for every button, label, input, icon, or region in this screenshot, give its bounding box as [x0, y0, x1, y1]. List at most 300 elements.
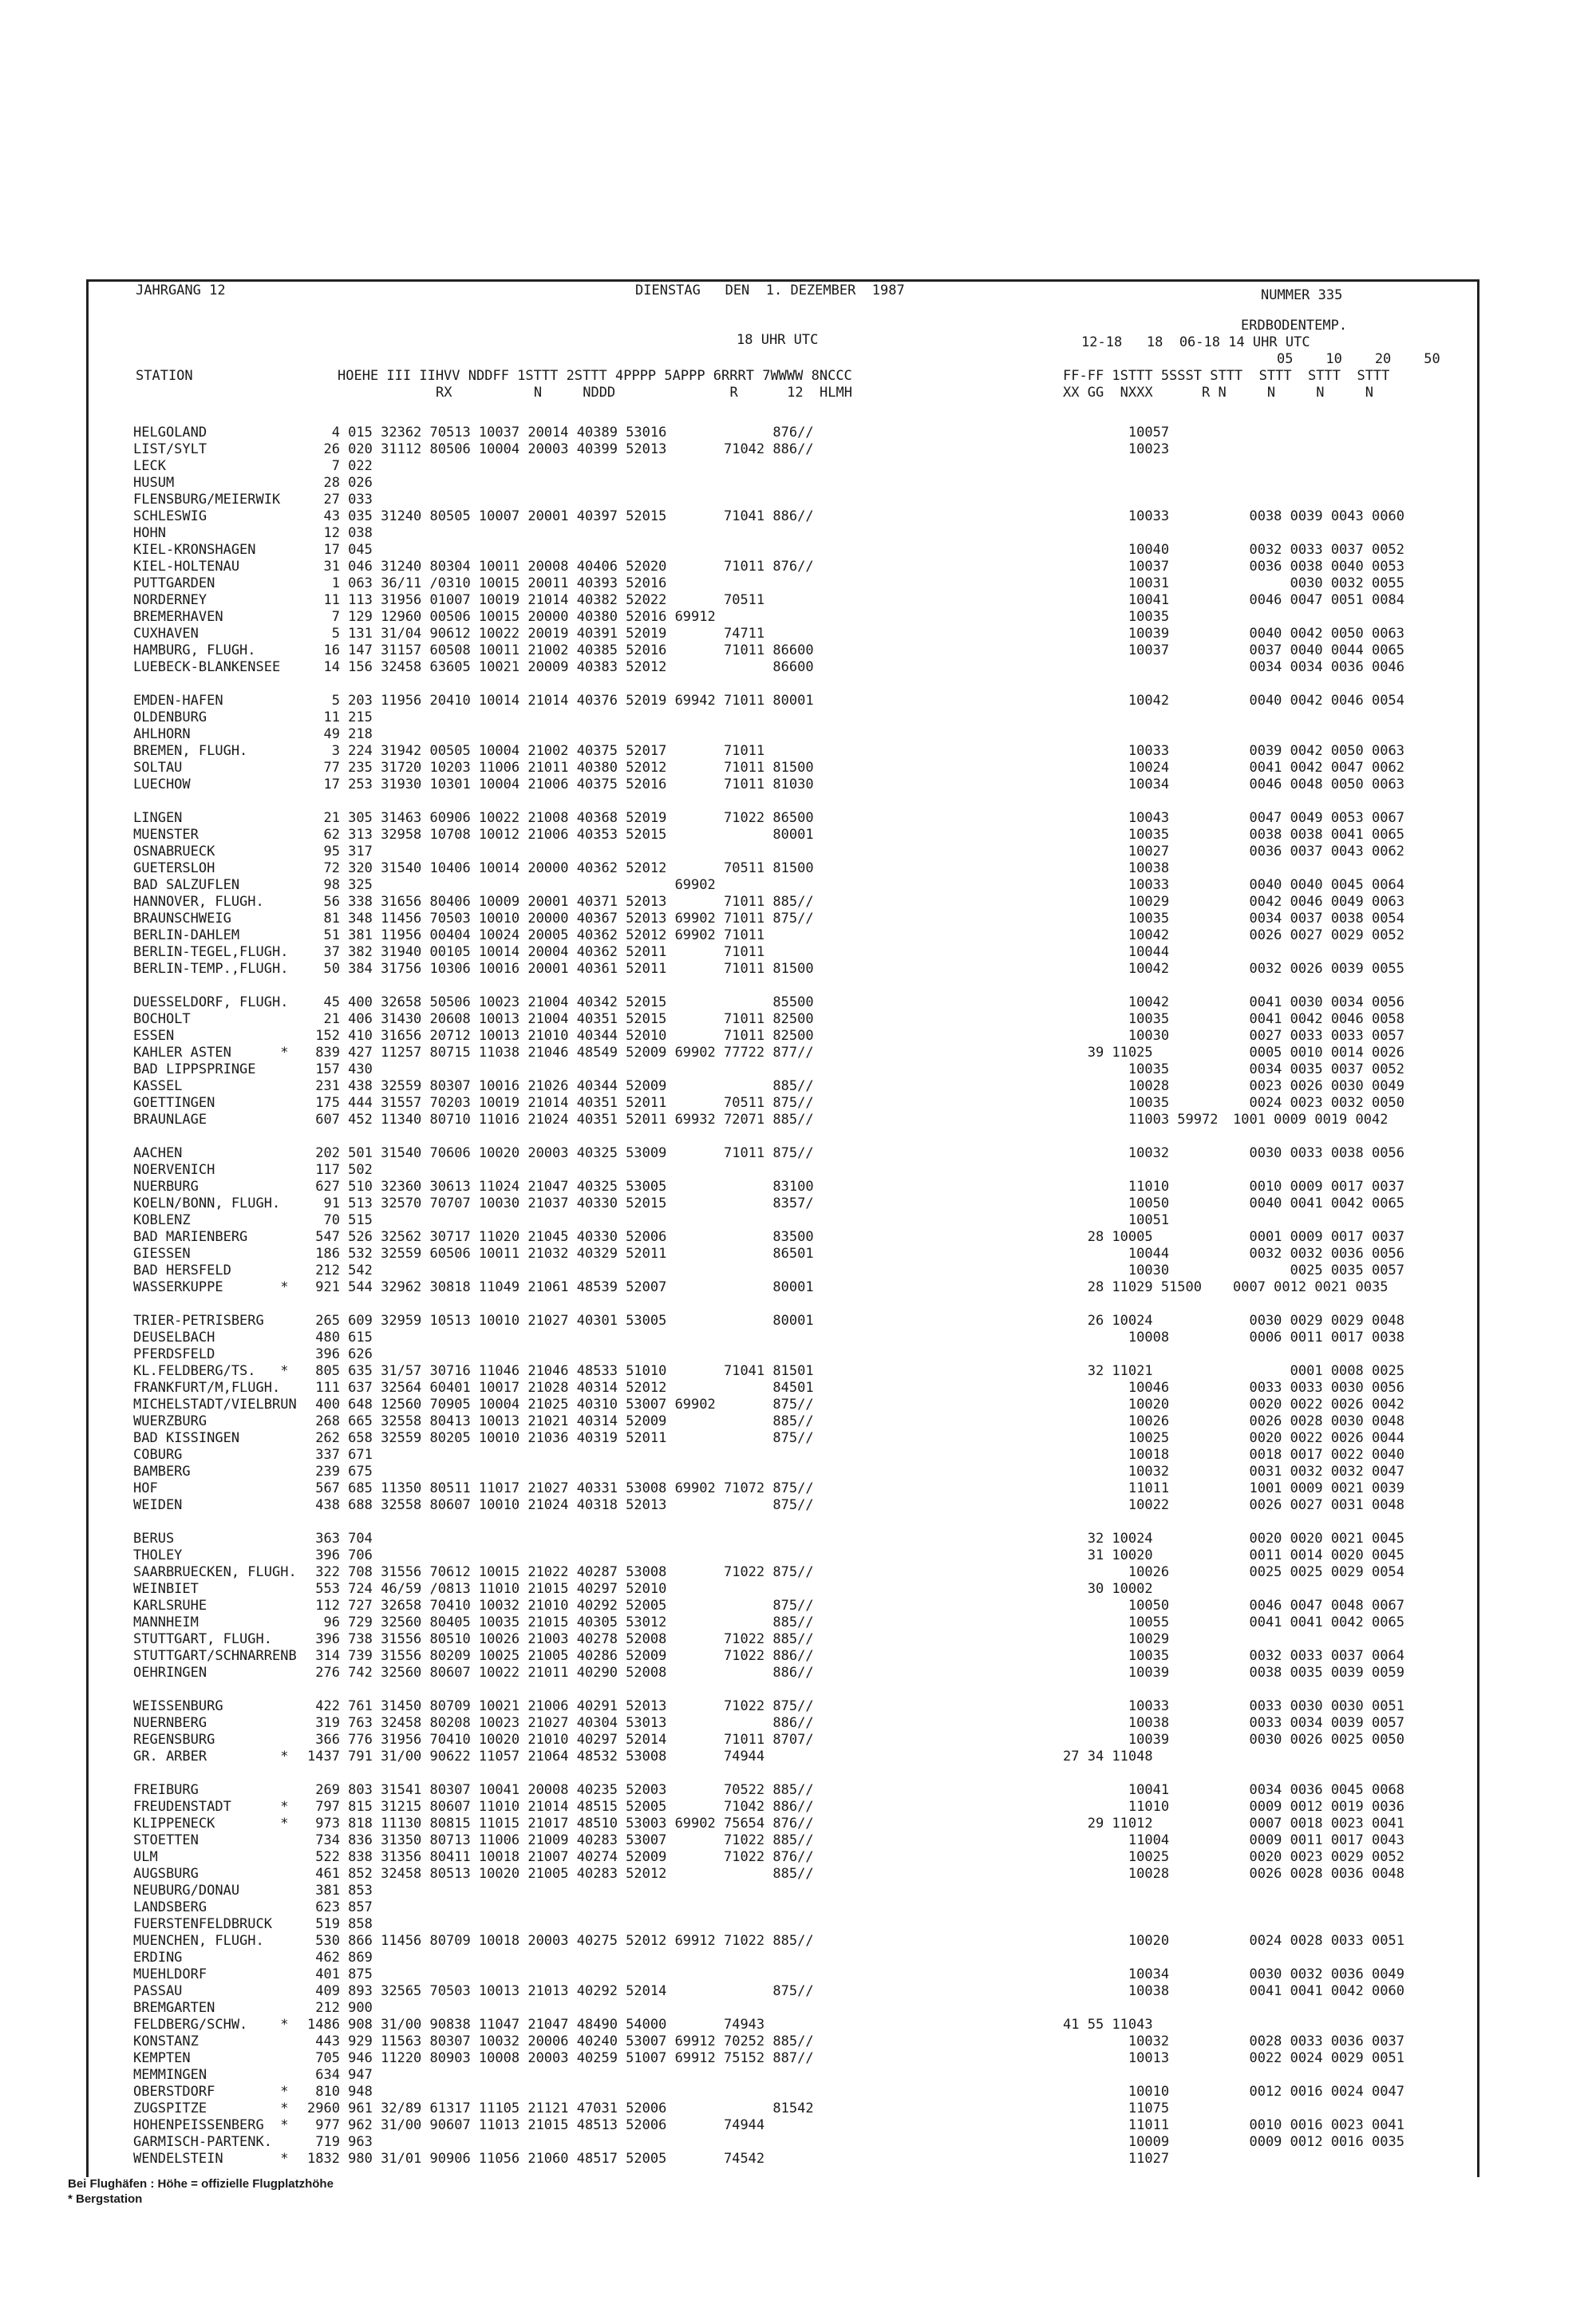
table-row: [0, 626, 1596, 642]
synop-values: 719 963: [307, 2134, 373, 2150]
synop-values: 27 033: [307, 492, 373, 508]
station-name: HOHN: [133, 525, 166, 541]
synop-values: 396 738 31556 80510 10026 21003 40278 52008 71022 885//: [307, 1631, 814, 1647]
extreme-values: 10037: [1063, 642, 1170, 658]
table-row: [0, 1782, 1596, 1799]
station-name: KLIPPENECK *: [133, 1816, 289, 1832]
soil-temperatures: 0030 0032 0055: [1233, 575, 1404, 591]
extreme-values: 10029: [1063, 1631, 1170, 1647]
station-name: BERUS: [133, 1531, 175, 1547]
table-row: [0, 1078, 1596, 1095]
soil-temperatures: 0047 0049 0053 0067: [1233, 810, 1404, 826]
station-name: ZUGSPITZE *: [133, 2101, 289, 2116]
soil-temperatures: 0042 0046 0049 0063: [1233, 894, 1404, 910]
station-name: AUGSBURG: [133, 1866, 199, 1882]
table-row: [0, 1061, 1596, 1078]
station-name: GOETTINGEN: [133, 1095, 215, 1111]
synop-values: 157 430: [307, 1061, 373, 1077]
synop-values: 634 947: [307, 2067, 373, 2083]
station-name: REGENSBURG: [133, 1732, 215, 1748]
table-row: [0, 1179, 1596, 1195]
table-row: [0, 1598, 1596, 1614]
synop-values: 111 637 32564 60401 10017 21028 40314 52012 84501: [307, 1380, 814, 1396]
station-name: DEUSELBACH: [133, 1330, 215, 1346]
table-row: [0, 1195, 1596, 1212]
station-name: FELDBERG/SCHW. *: [133, 2017, 289, 2033]
synop-values: 797 815 31215 80607 11010 21014 48515 52005 71042 886//: [307, 1799, 814, 1815]
synop-values: 91 513 32570 70707 10030 21037 40330 52015 8357/: [307, 1195, 814, 1211]
soil-temperatures: 0036 0037 0043 0062: [1233, 844, 1404, 860]
soil-temperatures: 0034 0035 0037 0052: [1233, 1061, 1404, 1077]
table-row: [0, 2017, 1596, 2033]
synop-values: 268 665 32558 80413 10013 21021 40314 52009 885//: [307, 1413, 814, 1429]
synop-values: 31 046 31240 80304 10011 20008 40406 52020 71011 876//: [307, 559, 814, 575]
table-row: [0, 2033, 1596, 2050]
extreme-values: 10046: [1063, 1380, 1170, 1396]
synop-values: 5 131 31/04 90612 10022 20019 40391 52019 74711: [307, 626, 765, 642]
soil-temperatures: 0037 0040 0044 0065: [1233, 642, 1404, 658]
station-name: GIESSEN: [133, 1246, 191, 1262]
station-name: BAD MARIENBERG: [133, 1229, 248, 1245]
table-row: [0, 1011, 1596, 1028]
soil-temperatures: 0038 0039 0043 0060: [1233, 508, 1404, 524]
table-row: [0, 1480, 1596, 1497]
soil-temperatures: 0001 0009 0017 0037: [1233, 1229, 1404, 1245]
station-name: HOHENPEISSENBERG *: [133, 2117, 289, 2133]
soil-temperatures: 0026 0028 0036 0048: [1233, 1866, 1404, 1882]
synop-values: 112 727 32658 70410 10032 21010 40292 52005 875//: [307, 1598, 814, 1614]
table-row: [0, 1631, 1596, 1648]
table-row: [0, 810, 1596, 827]
table-row: [0, 1212, 1596, 1229]
station-name: WEISSENBURG: [133, 1698, 223, 1714]
extreme-values: 10057: [1063, 425, 1170, 441]
extreme-values: 10038: [1063, 1715, 1170, 1731]
station-name: BRAUNLAGE: [133, 1112, 207, 1128]
table-row: [0, 1547, 1596, 1564]
soil-temperatures: 0039 0042 0050 0063: [1233, 743, 1404, 759]
synop-values: 21 406 31430 20608 10013 21004 40351 52015 71011 82500: [307, 1011, 814, 1027]
soil-temperatures: 0040 0042 0050 0063: [1233, 626, 1404, 642]
table-row: [0, 542, 1596, 559]
soil-temperatures: 0028 0033 0036 0037: [1233, 2033, 1404, 2049]
synop-values: 522 838 31356 80411 10018 21007 40274 52009 71022 876//: [307, 1849, 814, 1865]
soil-temperatures: 0034 0036 0045 0068: [1233, 1782, 1404, 1798]
synop-values: 401 875: [307, 1966, 373, 1982]
table-row: [0, 659, 1596, 676]
synop-values: 212 900: [307, 2000, 373, 2016]
footnote-mountain: * Bergstation: [68, 2192, 143, 2206]
synop-values: 95 317: [307, 844, 373, 860]
station-name: BERLIN-TEMP.,FLUGH.: [133, 961, 289, 977]
table-row: [0, 492, 1596, 508]
soil-temperatures: 0010 0016 0023 0041: [1233, 2117, 1404, 2133]
table-row: [0, 1614, 1596, 1631]
station-name: ESSEN: [133, 1028, 175, 1044]
table-row: [0, 944, 1596, 961]
station-name: MUENSTER: [133, 827, 199, 843]
station-name: WEINBIET: [133, 1581, 199, 1597]
synop-values: 7 129 12960 00506 10015 20000 40380 52016 69912: [307, 609, 716, 625]
table-row: [0, 1430, 1596, 1447]
soil-temperatures: 0020 0022 0026 0042: [1233, 1397, 1404, 1413]
table-row: [0, 1749, 1596, 1765]
station-name: MUEHLDORF: [133, 1966, 207, 1982]
soil-temperatures: 0033 0033 0030 0056: [1233, 1380, 1404, 1396]
station-name: LECK: [133, 458, 166, 474]
extreme-values: 10032: [1063, 1464, 1170, 1480]
table-row: [0, 1497, 1596, 1514]
column-header-1b: FF-FF 1STTT 5SSST STTT STTT STTT STTT: [1063, 368, 1390, 384]
soil-temperatures: 0026 0027 0031 0048: [1233, 1497, 1404, 1513]
table-row: [0, 743, 1596, 760]
table-row: [0, 844, 1596, 860]
soil-temperatures: 0032 0026 0039 0055: [1233, 961, 1404, 977]
soil-temperatures: 0033 0034 0039 0057: [1233, 1715, 1404, 1731]
synop-values: 62 313 32958 10708 10012 21006 40353 52015 80001: [307, 827, 814, 843]
station-name: BRAUNSCHWEIG: [133, 911, 231, 927]
station-name: STUTTGART/SCHNARRENB: [133, 1648, 297, 1664]
synop-values: 16 147 31157 60508 10011 21002 40385 52016 71011 86600: [307, 642, 814, 658]
table-row: [0, 1933, 1596, 1950]
extreme-values: 10034: [1063, 1966, 1170, 1982]
soil-temperatures: 0040 0040 0045 0064: [1233, 877, 1404, 893]
table-row: [0, 1145, 1596, 1162]
table-row: [0, 1866, 1596, 1883]
synop-values: 443 929 11563 80307 10032 20006 40240 53007 69912 70252 885//: [307, 2033, 814, 2049]
extreme-values: 10033: [1063, 508, 1170, 524]
extreme-values: 10028: [1063, 1078, 1170, 1094]
table-row: [0, 1715, 1596, 1732]
extreme-values: 10041: [1063, 592, 1170, 608]
extreme-values: 10050: [1063, 1195, 1170, 1211]
soil-temperatures: 0046 0047 0051 0084: [1233, 592, 1404, 608]
extreme-values: 32 11021: [1063, 1363, 1153, 1379]
station-name: KAHLER ASTEN *: [133, 1045, 289, 1061]
synop-values: 21 305 31463 60906 10022 21008 40368 52019 71022 86500: [307, 810, 814, 826]
extreme-values: 10042: [1063, 693, 1170, 709]
table-row: [0, 1162, 1596, 1179]
synop-values: 314 739 31556 80209 10025 21005 40286 52009 71022 886//: [307, 1648, 814, 1664]
station-name: PUTTGARDEN: [133, 575, 215, 591]
soil-temperatures: 0032 0033 0037 0052: [1233, 542, 1404, 558]
extreme-values: 10018: [1063, 1447, 1170, 1463]
soil-temperatures: 1001 0009 0021 0039: [1233, 1480, 1404, 1496]
table-row: [0, 1966, 1596, 1983]
soil-temperatures: 0046 0047 0048 0067: [1233, 1598, 1404, 1614]
extreme-values: 11011: [1063, 1480, 1170, 1496]
station-name: KL.FELDBERG/TS. *: [133, 1363, 289, 1379]
table-row: [0, 1883, 1596, 1899]
station-name: OBERSTDORF *: [133, 2084, 289, 2100]
station-name: CUXHAVEN: [133, 626, 199, 642]
extreme-values: 10013: [1063, 2050, 1170, 2066]
station-name: GUETERSLOH: [133, 860, 215, 876]
extreme-values: 10035: [1063, 1061, 1170, 1077]
station-name: HAMBURG, FLUGH.: [133, 642, 256, 658]
extreme-values: 10035: [1063, 827, 1170, 843]
synop-values: 1437 791 31/00 90622 11057 21064 48532 53008 74944: [307, 1749, 765, 1765]
station-name: MANNHEIM: [133, 1614, 199, 1630]
extreme-values: 10027: [1063, 844, 1170, 860]
station-name: HUSUM: [133, 475, 175, 491]
synop-values: 262 658 32559 80205 10010 21036 40319 52011 875//: [307, 1430, 814, 1446]
synop-values: 96 729 32560 80405 10035 21015 40305 53012 885//: [307, 1614, 814, 1630]
table-row: [0, 2050, 1596, 2067]
station-name: OLDENBURG: [133, 709, 207, 725]
synop-values: 7 022: [307, 458, 373, 474]
extreme-values: 10032: [1063, 2033, 1170, 2049]
station-name: STOETTEN: [133, 1832, 199, 1848]
station-name: KASSEL: [133, 1078, 183, 1094]
station-name: NORDERNEY: [133, 592, 207, 608]
station-name: FUERSTENFELDBRUCK: [133, 1916, 272, 1932]
synop-values: 627 510 32360 30613 11024 21047 40325 53005 83100: [307, 1179, 814, 1195]
station-name: DUESSELDORF, FLUGH.: [133, 994, 289, 1010]
extreme-values: 10032: [1063, 1145, 1170, 1161]
synop-values: 81 348 11456 70503 10010 20000 40367 52013 69902 71011 875//: [307, 911, 814, 927]
extreme-values: 10030: [1063, 1028, 1170, 1044]
extreme-values: 10033: [1063, 743, 1170, 759]
range-line: 12-18 18 06-18 14 UHR UTC: [1081, 334, 1310, 350]
extreme-values: 10028: [1063, 1866, 1170, 1882]
extreme-values: 10033: [1063, 1698, 1170, 1714]
table-row: [0, 1380, 1596, 1397]
table-row: [0, 1263, 1596, 1279]
synop-values: 17 045: [307, 542, 373, 558]
synop-values: 1486 908 31/00 90838 11047 21047 48490 54000 74943: [307, 2017, 765, 2033]
table-row: [0, 693, 1596, 709]
soil-temperatures: 0012 0016 0024 0047: [1233, 2084, 1404, 2100]
table-row: [0, 1330, 1596, 1346]
station-name: STUTTGART, FLUGH.: [133, 1631, 272, 1647]
extreme-values: 10033: [1063, 877, 1170, 893]
station-name: MICHELSTADT/VIELBRUN: [133, 1397, 297, 1413]
extreme-values: 11075: [1063, 2101, 1170, 2116]
synop-values: 186 532 32559 60506 10011 21032 40329 52011 86501: [307, 1246, 814, 1262]
synop-values: 26 020 31112 80506 10004 20003 40399 52013 71042 886//: [307, 441, 814, 457]
synop-values: 4 015 32362 70513 10037 20014 40389 53016 876//: [307, 425, 814, 441]
station-name: WEIDEN: [133, 1497, 183, 1513]
synop-values: 438 688 32558 80607 10010 21024 40318 52013 875//: [307, 1497, 814, 1513]
soil-temperatures: 0031 0032 0032 0047: [1233, 1464, 1404, 1480]
soil-temperatures: 0041 0041 0042 0060: [1233, 1983, 1404, 1999]
table-row: [0, 475, 1596, 492]
table-row: [0, 1346, 1596, 1363]
synop-values: 977 962 31/00 90607 11013 21015 48513 52006 74944: [307, 2117, 765, 2133]
extreme-values: 26 10024: [1063, 1313, 1153, 1329]
extreme-values: 30 10002: [1063, 1581, 1153, 1597]
station-name: LUEBECK-BLANKENSEE: [133, 659, 281, 675]
station-name: COBURG: [133, 1447, 183, 1463]
synop-values: 519 858: [307, 1916, 373, 1932]
synop-values: 239 675: [307, 1464, 373, 1480]
table-row: [0, 1045, 1596, 1061]
table-row: [0, 1447, 1596, 1464]
soil-temperatures: 0030 0033 0038 0056: [1233, 1145, 1404, 1161]
soil-temperatures: 0024 0023 0032 0050: [1233, 1095, 1404, 1111]
soil-temperatures: 0023 0026 0030 0049: [1233, 1078, 1404, 1094]
extreme-values: 10026: [1063, 1413, 1170, 1429]
table-row: [0, 1665, 1596, 1682]
table-row: [0, 592, 1596, 609]
table-row: [0, 425, 1596, 441]
synop-values: 839 427 11257 80715 11038 21046 48549 52009 69902 77722 877//: [307, 1045, 814, 1061]
table-row: [0, 1095, 1596, 1112]
synop-values: 2960 961 32/89 61317 11105 21121 47031 52006 81542: [307, 2101, 814, 2116]
table-row: [0, 760, 1596, 777]
table-row: [0, 575, 1596, 592]
station-name: KIEL-KRONSHAGEN: [133, 542, 256, 558]
extreme-values: 10037: [1063, 559, 1170, 575]
soil-temperatures: 0027 0033 0033 0057: [1233, 1028, 1404, 1044]
soil-temperatures: 0024 0028 0033 0051: [1233, 1933, 1404, 1949]
issue-number: NUMMER 335: [1261, 287, 1343, 303]
station-name: OSNABRUECK: [133, 844, 215, 860]
station-name: GARMISCH-PARTENK.: [133, 2134, 272, 2150]
synop-values: 973 818 11130 80815 11015 21017 48510 53003 69902 75654 876//: [307, 1816, 814, 1832]
table-row: [0, 961, 1596, 978]
table-row: [0, 441, 1596, 458]
station-name: FRANKFURT/M,FLUGH.: [133, 1380, 281, 1396]
synop-values: 77 235 31720 10203 11006 21011 40380 52012 71011 81500: [307, 760, 814, 776]
soil-temperatures: 0032 0032 0036 0056: [1233, 1246, 1404, 1262]
table-row: [0, 1816, 1596, 1832]
synop-values: 607 452 11340 80710 11016 21024 40351 52011 69932 72071 885//: [307, 1112, 814, 1128]
extreme-values: 39 11025: [1063, 1045, 1153, 1061]
table-row: [0, 860, 1596, 877]
station-name: BAD KISSINGEN: [133, 1430, 240, 1446]
station-name: SOLTAU: [133, 760, 183, 776]
extreme-values: 10026: [1063, 1564, 1170, 1580]
soil-temperatures: 0020 0022 0026 0044: [1233, 1430, 1404, 1446]
station-name: KOELN/BONN, FLUGH.: [133, 1195, 281, 1211]
column-header-2b: XX GG NXXX R N N N N: [1063, 385, 1373, 401]
station-name: LINGEN: [133, 810, 183, 826]
extreme-values: 11027: [1063, 2151, 1170, 2167]
synop-values: 17 253 31930 10301 10004 21006 40375 52016 71011 81030: [307, 777, 814, 792]
station-name: THOLEY: [133, 1547, 183, 1563]
extreme-values: 28 10005: [1063, 1229, 1153, 1245]
table-row: [0, 1028, 1596, 1045]
synop-values: 810 948: [307, 2084, 373, 2100]
footnote-airport: Bei Flughäfen : Höhe = offizielle Flugplatzhöhe: [68, 2177, 334, 2191]
synop-values: 396 626: [307, 1346, 373, 1362]
table-row: [0, 1246, 1596, 1263]
synop-values: 5 203 11956 20410 10014 21014 40376 52019 69942 71011 80001: [307, 693, 814, 709]
station-name: EMDEN-HAFEN: [133, 693, 223, 709]
soil-temperatures: 0005 0010 0014 0026: [1233, 1045, 1404, 1061]
extreme-values: 10035: [1063, 1011, 1170, 1027]
synop-values: 56 338 31656 80406 10009 20001 40371 52013 71011 885//: [307, 894, 814, 910]
extreme-values: 31 10020: [1063, 1547, 1153, 1563]
table-row: [0, 709, 1596, 726]
table-row: [0, 927, 1596, 944]
station-name: AACHEN: [133, 1145, 183, 1161]
synop-values: 322 708 31556 70612 10015 21022 40287 53008 71022 875//: [307, 1564, 814, 1580]
extreme-values: 10031: [1063, 575, 1170, 591]
extreme-values: 10050: [1063, 1598, 1170, 1614]
synop-values: 175 444 31557 70203 10019 21014 40351 52011 70511 875//: [307, 1095, 814, 1111]
soil-temperatures: 0026 0028 0030 0048: [1233, 1413, 1404, 1429]
extreme-values: 11011: [1063, 2117, 1170, 2133]
table-row: [0, 1564, 1596, 1581]
extreme-values: 10039: [1063, 626, 1170, 642]
soil-temperatures: 0009 0012 0019 0036: [1233, 1799, 1404, 1815]
table-row: [0, 2134, 1596, 2151]
soil-temperatures: 0006 0011 0017 0038: [1233, 1330, 1404, 1346]
station-name: BAD LIPPSPRINGE: [133, 1061, 256, 1077]
extreme-values: 10035: [1063, 609, 1170, 625]
table-row: [0, 1849, 1596, 1866]
table-row: [0, 894, 1596, 911]
station-name: HANNOVER, FLUGH.: [133, 894, 264, 910]
extreme-values: 29 11012: [1063, 1816, 1153, 1832]
synop-values: 422 761 31450 80709 10021 21006 40291 52013 71022 875//: [307, 1698, 814, 1714]
synop-values: 212 542: [307, 1263, 373, 1278]
station-name: PFERDSFELD: [133, 1346, 215, 1362]
extreme-values: 10042: [1063, 961, 1170, 977]
soil-temperatures: 0046 0048 0050 0063: [1233, 777, 1404, 792]
table-row: [0, 1229, 1596, 1246]
station-name: HOF: [133, 1480, 158, 1496]
station-name: BREMGARTEN: [133, 2000, 215, 2016]
synop-values: 337 671: [307, 1447, 373, 1463]
depth-labels: 05 10 20 50: [1277, 351, 1440, 367]
extreme-values: 32 10024: [1063, 1531, 1153, 1547]
table-row: [0, 2067, 1596, 2084]
table-row: [0, 609, 1596, 626]
synop-values: 3 224 31942 00505 10004 21002 40375 52017 71011: [307, 743, 765, 759]
synop-values: 623 857: [307, 1899, 373, 1915]
extreme-values: 10044: [1063, 944, 1170, 960]
synop-values: 396 706: [307, 1547, 373, 1563]
synop-values: 567 685 11350 80511 11017 21027 40331 53008 69902 71072 875//: [307, 1480, 814, 1496]
synop-values: 921 544 32962 30818 11049 21061 48539 52007 80001: [307, 1279, 814, 1295]
table-row: [0, 1732, 1596, 1749]
station-name: MEMMINGEN: [133, 2067, 207, 2083]
table-row: [0, 1313, 1596, 1330]
synop-values: 462 869: [307, 1950, 373, 1966]
soil-temperatures: 0040 0042 0046 0054: [1233, 693, 1404, 709]
extreme-values: 10030: [1063, 1263, 1170, 1278]
soil-temperatures: 0007 0012 0021 0035: [1233, 1279, 1389, 1295]
table-row: [0, 1397, 1596, 1413]
station-name: BERLIN-DAHLEM: [133, 927, 240, 943]
extreme-values: 10009: [1063, 2134, 1170, 2150]
synop-values: 11 113 31956 01007 10019 21014 40382 52022 70511: [307, 592, 765, 608]
station-name: LUECHOW: [133, 777, 191, 792]
soil-temperatures: 0034 0037 0038 0054: [1233, 911, 1404, 927]
station-name: BERLIN-TEGEL,FLUGH.: [133, 944, 289, 960]
synop-values: 152 410 31656 20712 10013 21010 40344 52010 71011 82500: [307, 1028, 814, 1044]
soil-temperatures: 0009 0011 0017 0043: [1233, 1832, 1404, 1848]
table-row: [0, 827, 1596, 844]
soil-temperatures: 0022 0024 0029 0051: [1233, 2050, 1404, 2066]
extreme-values: 10042: [1063, 927, 1170, 943]
soil-temperatures: 0007 0018 0023 0041: [1233, 1816, 1404, 1832]
table-row: [0, 1832, 1596, 1849]
soil-temperatures: 0001 0008 0025: [1233, 1363, 1404, 1379]
soil-temperatures: 0025 0025 0029 0054: [1233, 1564, 1404, 1580]
table-row: [0, 911, 1596, 927]
table-row: [0, 2084, 1596, 2101]
station-name: AHLHORN: [133, 726, 191, 742]
station-name: FLENSBURG/MEIERWIK: [133, 492, 281, 508]
table-row: [0, 525, 1596, 542]
station-header: STATION: [136, 368, 193, 384]
uhr18-title: 18 UHR UTC: [737, 332, 819, 348]
